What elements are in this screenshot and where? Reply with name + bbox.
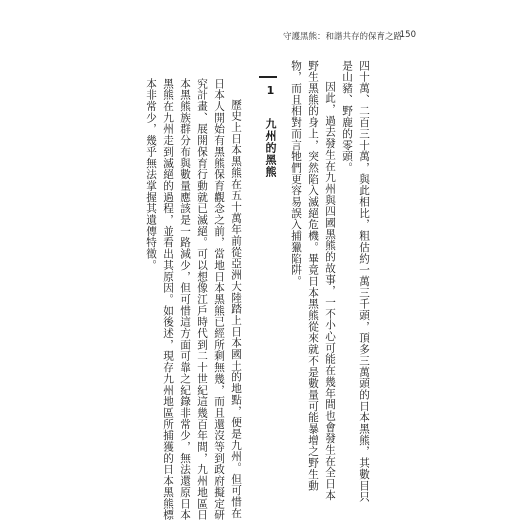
text-column: 是山豬、野鹿的零頭。 <box>341 60 353 174</box>
text-column: 歷史上日本黑熊在五十萬年前從亞洲大陸踏上日本國土的地點，便是九州。但可惜在 <box>230 99 242 519</box>
heading-rule <box>259 76 277 78</box>
text-column: 野生黑熊的身上，突然陷入滅絕危機。畢竟日本黑熊從來就不是數量可能暴增之野生動 <box>307 60 319 492</box>
text-column: 究計畫、展開保育行動就已滅絕。可以想像江戶時代到二十世紀這幾百年間，九州地區日 <box>196 78 208 521</box>
text-column: 四十萬、二百三十萬，與此相比，粗估約一萬三千頭，頂多三萬頭的日本黑熊，其數目只 <box>358 60 370 503</box>
text-column: 本黑熊族群分布與數量應該是一路減少，但可惜這方面可靠之紀錄非常少，無法還原日本 <box>179 78 191 521</box>
section-number: 1 <box>264 84 277 98</box>
text-column: 黑熊在九州走到滅絕的過程，並看出其原因。如後述，現存九州地區所捕獲的日本黑熊標 <box>162 78 174 521</box>
text-column: 因此，過去發生在九州與四國黑熊的故事，一不小心可能在幾年間也會發生在全日本 <box>324 81 336 501</box>
text-column: 日本人開始有黑熊保育觀念之前，當地日本黑熊已經所剩無幾，而且還沒等到政府擬定研 <box>213 78 225 521</box>
page-number: 150 <box>399 30 416 40</box>
text-column: 物，而且相對而言牠們更容易誤入捕獵陷阱。 <box>290 60 302 287</box>
running-title: 守護黑熊：和諧共存的保育之路 <box>282 32 402 42</box>
text-column: 本非常少，幾乎無法掌握其遺傳特徵。 <box>145 78 157 271</box>
section-title: 九州的黑熊 <box>264 118 277 178</box>
section-heading <box>262 84 278 178</box>
